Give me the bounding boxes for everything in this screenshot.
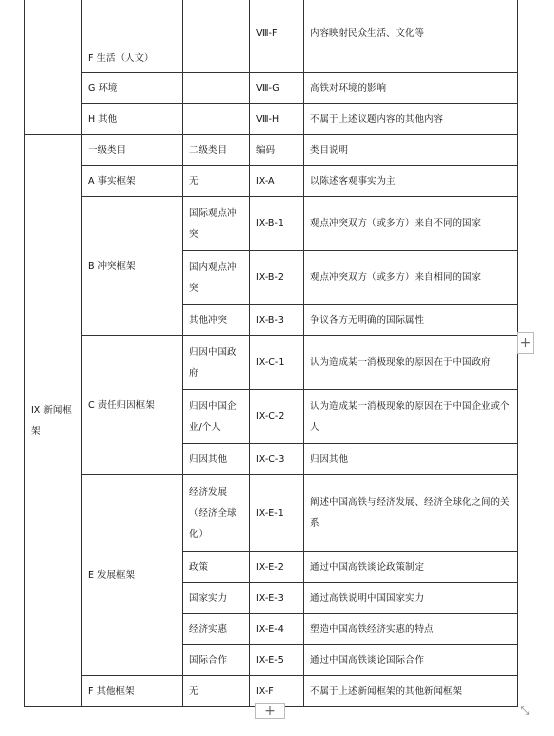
add-row-button[interactable]: + — [255, 703, 285, 719]
table-row — [25, 475, 518, 552]
code-cell: IX-E-2 — [250, 552, 304, 583]
table-row — [25, 166, 518, 197]
code-cell: IX-B-1 — [250, 197, 304, 251]
desc-cell: 以陈述客观事实为主 — [304, 166, 518, 197]
header-desc: 类目说明 — [304, 135, 518, 166]
code-cell: IX-E-3 — [250, 583, 304, 614]
cat1-cell: E 发展框架 — [82, 475, 183, 676]
code-cell: IX-B-2 — [250, 251, 304, 305]
section-cell-empty — [25, 0, 82, 135]
desc-cell: 通过中国高铁谈论国际合作 — [304, 645, 518, 676]
cat1-cell: A 事实框架 — [82, 166, 183, 197]
table-row — [25, 336, 518, 390]
code-cell: IX-C-2 — [250, 390, 304, 444]
desc-cell: 通过高铁说明中国国家实力 — [304, 583, 518, 614]
cat2-cell: 国家实力 — [183, 583, 250, 614]
code-cell: IX-C-1 — [250, 336, 304, 390]
cat2-cell — [183, 104, 250, 135]
header-code: 编码 — [250, 135, 304, 166]
header-cat2: 二级类目 — [183, 135, 250, 166]
desc-cell: 通过中国高铁谈论政策制定 — [304, 552, 518, 583]
desc-cell: 观点冲突双方（或多方）来自不同的国家 — [304, 197, 518, 251]
cat1-cell: G 环境 — [82, 73, 183, 104]
code-cell: Ⅷ-F — [250, 0, 304, 73]
table-row — [25, 73, 518, 104]
code-cell: IX-E-1 — [250, 475, 304, 552]
cat1-cell: F 其他框架 — [82, 676, 183, 707]
cat2-cell: 无 — [183, 676, 250, 707]
code-cell: Ⅷ-G — [250, 73, 304, 104]
table-row — [25, 104, 518, 135]
desc-cell: 不属于上述议题内容的其他内容 — [304, 104, 518, 135]
table-row — [25, 676, 518, 707]
add-column-button[interactable]: + — [517, 332, 534, 354]
desc-cell: 认为造成某一消极现象的原因在于中国企业或个人 — [304, 390, 518, 444]
desc-cell: 高铁对环境的影响 — [304, 73, 518, 104]
cat1-cell: F 生活（人文） — [82, 0, 183, 73]
cat2-cell: 经济发展（经济全球化） — [183, 475, 250, 552]
code-cell: IX-C-3 — [250, 444, 304, 475]
cat2-cell — [183, 0, 250, 73]
cat2-cell — [183, 73, 250, 104]
code-cell: IX-E-5 — [250, 645, 304, 676]
code-cell: Ⅷ-H — [250, 104, 304, 135]
table-row — [25, 135, 518, 166]
cat2-cell: 归因其他 — [183, 444, 250, 475]
code-cell: IX-E-4 — [250, 614, 304, 645]
desc-cell: 争议各方无明确的国际属性 — [304, 305, 518, 336]
desc-cell: 不属于上述新闻框架的其他新闻框架 — [304, 676, 518, 707]
code-cell: IX-A — [250, 166, 304, 197]
cat2-cell: 国际合作 — [183, 645, 250, 676]
desc-cell: 认为造成某一消极现象的原因在于中国政府 — [304, 336, 518, 390]
cat2-cell: 经济实惠 — [183, 614, 250, 645]
resize-handle-icon[interactable]: ⤡ — [520, 704, 530, 717]
table-row — [25, 197, 518, 251]
cat2-cell: 无 — [183, 166, 250, 197]
desc-cell: 内容映射民众生活、文化等 — [304, 0, 518, 73]
code-cell: IX-B-3 — [250, 305, 304, 336]
cat2-cell: 政策 — [183, 552, 250, 583]
cat2-cell: 国际观点冲突 — [183, 197, 250, 251]
header-cat1: 一级类目 — [82, 135, 183, 166]
code-cell: IX-F — [250, 676, 304, 707]
category-table — [24, 0, 518, 707]
cat1-cell: H 其他 — [82, 104, 183, 135]
cat2-cell: 国内观点冲突 — [183, 251, 250, 305]
cat2-cell: 其他冲突 — [183, 305, 250, 336]
desc-cell: 塑造中国高铁经济实惠的特点 — [304, 614, 518, 645]
cat2-cell: 归因中国企业/个人 — [183, 390, 250, 444]
table-row — [25, 0, 518, 73]
desc-cell: 归因其他 — [304, 444, 518, 475]
cat2-cell: 归因中国政府 — [183, 336, 250, 390]
desc-cell: 观点冲突双方（或多方）来自相同的国家 — [304, 251, 518, 305]
desc-cell: 阐述中国高铁与经济发展、经济全球化之间的关系 — [304, 475, 518, 552]
section-title-cell: IX 新闻框架 — [25, 135, 82, 707]
cat1-cell: B 冲突框架 — [82, 197, 183, 336]
cat1-cell: C 责任归因框架 — [82, 336, 183, 475]
